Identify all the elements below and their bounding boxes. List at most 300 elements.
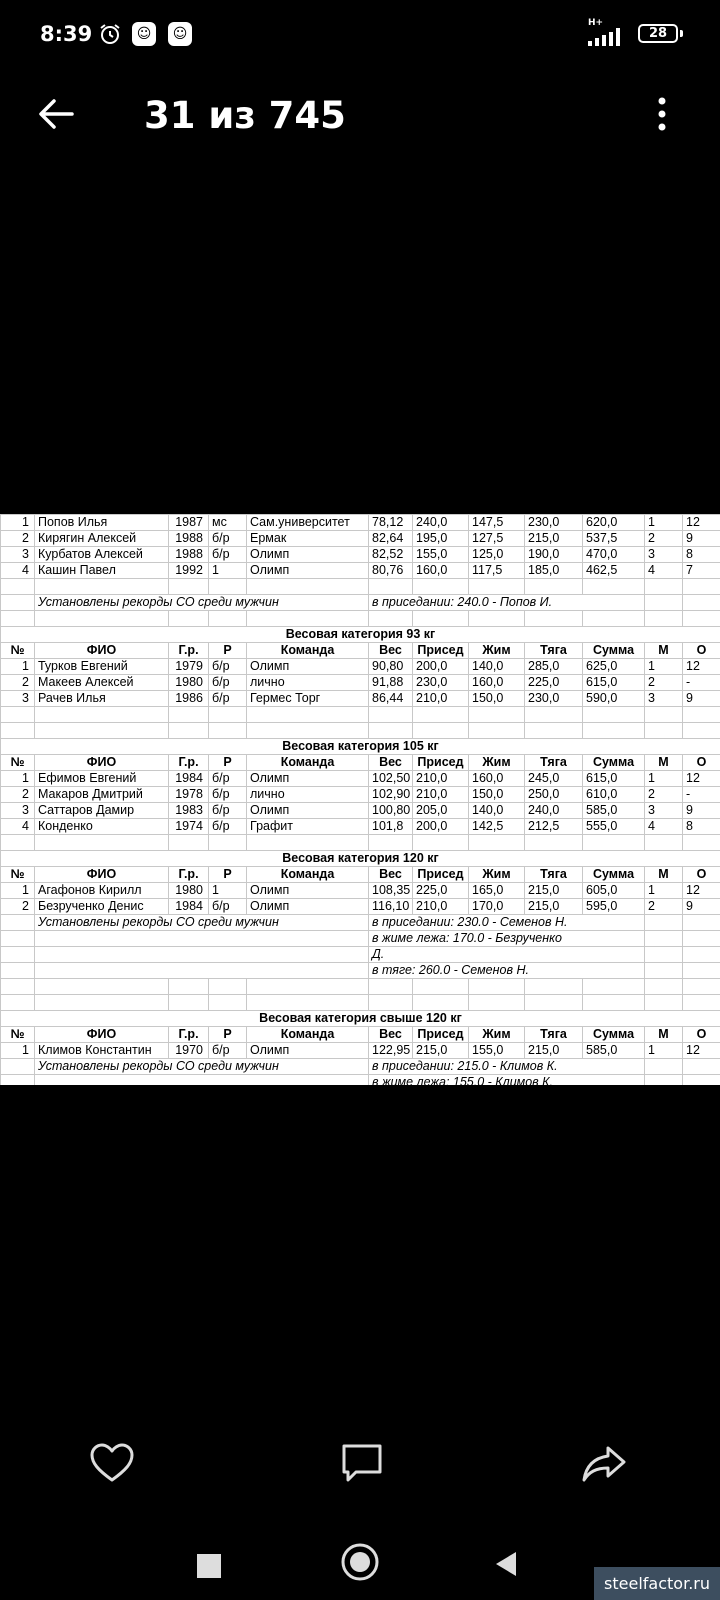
column-header: О — [683, 755, 720, 771]
column-header: Присед — [413, 755, 469, 771]
table-cell — [583, 579, 645, 595]
table-cell — [469, 707, 525, 723]
table-cell: 102,90 — [369, 787, 413, 803]
table-cell — [1, 931, 35, 947]
column-header: Р — [209, 1027, 247, 1043]
table-cell — [369, 835, 413, 851]
athlete-row — [1, 803, 720, 819]
battery-tip — [680, 30, 683, 37]
table-cell — [583, 835, 645, 851]
table-cell — [645, 963, 683, 979]
table-cell: 1978 — [169, 787, 209, 803]
table-cell: Курбатов Алексей — [35, 547, 169, 563]
table-cell: Макаров Дмитрий — [35, 787, 169, 803]
column-header: ФИО — [35, 1027, 169, 1043]
table-cell: 127,5 — [469, 531, 525, 547]
column-header: Г.р. — [169, 867, 209, 883]
header-row — [1, 643, 720, 659]
table-cell — [683, 963, 720, 979]
record-note-label — [35, 947, 369, 963]
table-cell: 3 — [1, 803, 35, 819]
table-cell — [683, 579, 720, 595]
table-cell: 9 — [683, 691, 720, 707]
table-cell — [583, 707, 645, 723]
table-cell: 9 — [683, 531, 720, 547]
table-cell: б/р — [209, 771, 247, 787]
table-cell: 537,5 — [583, 531, 645, 547]
share-icon[interactable] — [580, 1440, 628, 1488]
table-cell — [525, 979, 583, 995]
table-cell: 625,0 — [583, 659, 645, 675]
watermark: steelfactor.ru — [594, 1567, 720, 1600]
record-note-value: в приседании: 240.0 - Попов И. — [369, 595, 645, 611]
table-cell — [525, 579, 583, 595]
column-header: Команда — [247, 867, 369, 883]
table-cell — [525, 995, 583, 1011]
table-cell — [645, 707, 683, 723]
more-options-icon[interactable] — [652, 94, 672, 134]
table-cell: Ефимов Евгений — [35, 771, 169, 787]
document-image[interactable] — [0, 514, 720, 1085]
table-cell: 142,5 — [469, 819, 525, 835]
empty-row — [1, 979, 720, 995]
table-cell — [1, 963, 35, 979]
recents-square-icon[interactable] — [197, 1554, 221, 1578]
table-cell: 155,0 — [413, 547, 469, 563]
column-header: Присед — [413, 867, 469, 883]
table-cell: 250,0 — [525, 787, 583, 803]
weight-category-row — [1, 851, 720, 867]
table-cell: 3 — [1, 691, 35, 707]
results-table — [0, 514, 720, 1085]
table-cell: 1 — [1, 883, 35, 899]
table-cell: 147,5 — [469, 515, 525, 531]
record-note-row — [1, 915, 720, 931]
column-header: Команда — [247, 643, 369, 659]
table-cell: б/р — [209, 787, 247, 803]
table-cell — [645, 1075, 683, 1086]
table-cell: 1980 — [169, 883, 209, 899]
column-header: Команда — [247, 755, 369, 771]
table-cell: 225,0 — [413, 883, 469, 899]
column-header: Вес — [369, 755, 413, 771]
table-cell — [645, 979, 683, 995]
table-cell — [645, 595, 683, 611]
table-cell: 210,0 — [413, 771, 469, 787]
table-cell: 605,0 — [583, 883, 645, 899]
column-header: Сумма — [583, 867, 645, 883]
table-cell: 3 — [645, 803, 683, 819]
table-cell: 1 — [645, 1043, 683, 1059]
table-cell — [683, 611, 720, 627]
table-cell: 1983 — [169, 803, 209, 819]
header-row — [1, 755, 720, 771]
table-cell: 2 — [645, 675, 683, 691]
table-cell: 1 — [1, 659, 35, 675]
table-cell: 102,50 — [369, 771, 413, 787]
table-cell — [645, 611, 683, 627]
table-cell — [525, 611, 583, 627]
table-cell — [469, 995, 525, 1011]
table-cell: 1 — [645, 883, 683, 899]
empty-row — [1, 835, 720, 851]
record-note-value: в жиме лежа: 155.0 - Климов К. — [369, 1075, 645, 1086]
table-cell: 1992 — [169, 563, 209, 579]
table-cell: б/р — [209, 659, 247, 675]
column-header: Тяга — [525, 643, 583, 659]
table-cell: 1974 — [169, 819, 209, 835]
table-cell — [1, 723, 35, 739]
table-cell — [369, 979, 413, 995]
table-cell — [683, 931, 720, 947]
table-cell — [1, 979, 35, 995]
table-cell — [209, 611, 247, 627]
table-cell: 3 — [645, 547, 683, 563]
column-header: № — [1, 1027, 35, 1043]
table-cell: 190,0 — [525, 547, 583, 563]
column-header: № — [1, 643, 35, 659]
table-cell: б/р — [209, 531, 247, 547]
column-header: М — [645, 755, 683, 771]
table-cell — [1, 611, 35, 627]
table-cell: 230,0 — [525, 691, 583, 707]
table-cell: 200,0 — [413, 819, 469, 835]
table-cell: б/р — [209, 547, 247, 563]
record-note-value: в приседании: 215.0 - Климов К. — [369, 1059, 645, 1075]
athlete-row — [1, 515, 720, 531]
header-row — [1, 1027, 720, 1043]
athlete-row — [1, 1043, 720, 1059]
table-cell — [1, 579, 35, 595]
table-cell — [683, 595, 720, 611]
table-cell — [469, 579, 525, 595]
table-cell: 150,0 — [469, 691, 525, 707]
table-cell: 2 — [1, 787, 35, 803]
home-circle-icon[interactable] — [340, 1542, 380, 1582]
like-heart-icon[interactable] — [88, 1440, 136, 1488]
table-cell: 100,80 — [369, 803, 413, 819]
table-cell: 1 — [209, 563, 247, 579]
back-arrow-icon[interactable] — [36, 94, 76, 134]
table-cell — [683, 979, 720, 995]
table-cell: 12 — [683, 1043, 720, 1059]
table-cell: лично — [247, 675, 369, 691]
table-cell: 215,0 — [525, 531, 583, 547]
table-cell: 4 — [1, 819, 35, 835]
table-cell: Олимп — [247, 563, 369, 579]
table-cell: 1 — [645, 771, 683, 787]
table-cell: 1984 — [169, 771, 209, 787]
column-header: Вес — [369, 643, 413, 659]
table-cell — [583, 995, 645, 1011]
table-cell: 1 — [1, 1043, 35, 1059]
table-cell — [169, 579, 209, 595]
column-header: Р — [209, 755, 247, 771]
table-cell — [247, 979, 369, 995]
table-cell — [35, 579, 169, 595]
table-cell: 108,35 — [369, 883, 413, 899]
column-header: О — [683, 867, 720, 883]
table-cell — [525, 707, 583, 723]
record-note-row — [1, 931, 720, 947]
table-cell: 8 — [683, 819, 720, 835]
table-cell: мс — [209, 515, 247, 531]
weight-category-title: Весовая категория 120 кг — [1, 851, 720, 867]
empty-row — [1, 707, 720, 723]
record-note-row — [1, 947, 720, 963]
alarm-icon — [98, 22, 122, 46]
table-cell — [247, 707, 369, 723]
record-note-row — [1, 1059, 720, 1075]
comment-icon[interactable] — [338, 1440, 386, 1488]
table-cell — [1, 947, 35, 963]
table-cell: 82,64 — [369, 531, 413, 547]
table-cell: 3 — [645, 691, 683, 707]
table-cell: 2 — [1, 531, 35, 547]
network-type: H+ — [588, 18, 604, 28]
table-cell — [247, 579, 369, 595]
table-cell: Саттаров Дамир — [35, 803, 169, 819]
table-cell: 12 — [683, 883, 720, 899]
table-cell — [369, 723, 413, 739]
table-cell: Олимп — [247, 1043, 369, 1059]
column-header: Г.р. — [169, 755, 209, 771]
athlete-row — [1, 883, 720, 899]
table-cell: 116,10 — [369, 899, 413, 915]
table-cell: Рачев Илья — [35, 691, 169, 707]
table-cell: 615,0 — [583, 675, 645, 691]
table-cell — [683, 707, 720, 723]
record-note-value: в жиме лежа: 170.0 - Безрученко — [369, 931, 645, 947]
column-header: Г.р. — [169, 643, 209, 659]
table-cell — [683, 915, 720, 931]
weight-category-title: Весовая категория свыше 120 кг — [1, 1011, 720, 1027]
table-cell — [1, 995, 35, 1011]
table-cell: Олимп — [247, 899, 369, 915]
record-note-row — [1, 963, 720, 979]
athlete-row — [1, 531, 720, 547]
table-cell: 2 — [645, 787, 683, 803]
table-cell — [469, 611, 525, 627]
table-cell: 1 — [1, 515, 35, 531]
column-header: Тяга — [525, 755, 583, 771]
table-cell — [169, 835, 209, 851]
record-note-value: в приседании: 230.0 - Семенов Н. — [369, 915, 645, 931]
table-cell — [1, 1059, 35, 1075]
table-cell — [413, 835, 469, 851]
table-cell — [413, 707, 469, 723]
table-cell: 225,0 — [525, 675, 583, 691]
table-cell: б/р — [209, 675, 247, 691]
table-cell: 245,0 — [525, 771, 583, 787]
table-cell — [583, 611, 645, 627]
table-cell: 1986 — [169, 691, 209, 707]
status-time: 8:39 — [40, 22, 93, 46]
table-cell — [35, 611, 169, 627]
table-cell — [209, 835, 247, 851]
athlete-row — [1, 659, 720, 675]
athlete-row — [1, 563, 720, 579]
table-cell — [645, 1059, 683, 1075]
table-cell: 1 — [1, 771, 35, 787]
table-cell: 230,0 — [525, 515, 583, 531]
column-header: М — [645, 867, 683, 883]
table-cell — [169, 723, 209, 739]
record-note-value: в тяге: 260.0 - Семенов Н. — [369, 963, 645, 979]
table-cell — [645, 835, 683, 851]
weight-category-title: Весовая категория 105 кг — [1, 739, 720, 755]
table-cell: 595,0 — [583, 899, 645, 915]
table-cell: 215,0 — [525, 1043, 583, 1059]
table-cell — [469, 835, 525, 851]
athlete-row — [1, 787, 720, 803]
table-cell: Агафонов Кирилл — [35, 883, 169, 899]
table-cell — [413, 579, 469, 595]
weight-category-title: Весовая категория 93 кг — [1, 627, 720, 643]
table-cell: 78,12 — [369, 515, 413, 531]
table-cell: 585,0 — [583, 1043, 645, 1059]
action-bar — [0, 1420, 720, 1500]
table-cell: 2 — [1, 899, 35, 915]
table-cell — [469, 723, 525, 739]
table-cell: 91,88 — [369, 675, 413, 691]
table-cell — [413, 611, 469, 627]
table-cell — [169, 707, 209, 723]
table-cell: 80,76 — [369, 563, 413, 579]
column-header: М — [645, 643, 683, 659]
battery-level: 28 — [648, 26, 668, 41]
record-note-label: Установлены рекорды СО среди мужчин — [35, 915, 369, 931]
table-cell: 1 — [645, 659, 683, 675]
record-note-label — [35, 963, 369, 979]
athlete-row — [1, 771, 720, 787]
table-cell — [645, 723, 683, 739]
table-cell: 3 — [1, 547, 35, 563]
empty-row — [1, 611, 720, 627]
table-cell: 470,0 — [583, 547, 645, 563]
table-cell: лично — [247, 787, 369, 803]
image-counter-title: 31 из 745 — [144, 94, 346, 137]
table-cell: 205,0 — [413, 803, 469, 819]
table-cell — [169, 995, 209, 1011]
table-cell — [209, 707, 247, 723]
table-cell: 1984 — [169, 899, 209, 915]
record-note-row — [1, 1075, 720, 1086]
table-cell: 160,0 — [469, 771, 525, 787]
table-cell: Олимп — [247, 547, 369, 563]
table-cell: 2 — [645, 899, 683, 915]
column-header: Сумма — [583, 755, 645, 771]
table-cell — [369, 707, 413, 723]
table-cell: 12 — [683, 515, 720, 531]
column-header: Команда — [247, 1027, 369, 1043]
table-cell — [209, 995, 247, 1011]
table-cell: - — [683, 675, 720, 691]
table-cell: 585,0 — [583, 803, 645, 819]
table-cell: 2 — [645, 531, 683, 547]
weight-category-row — [1, 1011, 720, 1027]
table-cell — [683, 723, 720, 739]
table-cell: 462,5 — [583, 563, 645, 579]
table-cell: - — [683, 787, 720, 803]
table-cell — [583, 723, 645, 739]
table-cell — [35, 979, 169, 995]
table-cell — [683, 947, 720, 963]
table-cell: 90,80 — [369, 659, 413, 675]
column-header: Жим — [469, 867, 525, 883]
signal-icon — [588, 28, 624, 46]
table-cell — [35, 835, 169, 851]
column-header: Жим — [469, 1027, 525, 1043]
table-cell: 210,0 — [413, 787, 469, 803]
athlete-row — [1, 675, 720, 691]
table-cell: 117,5 — [469, 563, 525, 579]
empty-row — [1, 579, 720, 595]
table-cell: 240,0 — [413, 515, 469, 531]
table-cell: 210,0 — [413, 899, 469, 915]
table-cell: 1988 — [169, 531, 209, 547]
column-header: О — [683, 1027, 720, 1043]
column-header: Жим — [469, 755, 525, 771]
table-cell: 2 — [1, 675, 35, 691]
table-cell: 230,0 — [413, 675, 469, 691]
table-cell — [683, 995, 720, 1011]
viewer-toolbar — [0, 80, 720, 150]
table-cell: 12 — [683, 659, 720, 675]
record-note-label — [35, 1075, 369, 1086]
column-header: Вес — [369, 1027, 413, 1043]
column-header: Г.р. — [169, 1027, 209, 1043]
table-cell — [169, 979, 209, 995]
table-cell — [469, 979, 525, 995]
app-notification-icon: ☺ — [168, 22, 192, 46]
table-cell: 150,0 — [469, 787, 525, 803]
table-cell: 4 — [1, 563, 35, 579]
table-cell: 195,0 — [413, 531, 469, 547]
table-cell: Конденко — [35, 819, 169, 835]
back-triangle-icon[interactable] — [494, 1550, 518, 1578]
table-cell: Олимп — [247, 659, 369, 675]
table-cell: 1988 — [169, 547, 209, 563]
record-note-label: Установлены рекорды СО среди мужчин — [35, 595, 369, 611]
empty-row — [1, 723, 720, 739]
table-cell: 160,0 — [413, 563, 469, 579]
table-cell: Кашин Павел — [35, 563, 169, 579]
table-cell: 125,0 — [469, 547, 525, 563]
table-cell — [35, 723, 169, 739]
weight-category-row — [1, 739, 720, 755]
status-bar — [0, 0, 720, 70]
table-cell: 212,5 — [525, 819, 583, 835]
table-cell: 185,0 — [525, 563, 583, 579]
table-cell: 215,0 — [413, 1043, 469, 1059]
record-note-row — [1, 595, 720, 611]
table-cell: 140,0 — [469, 803, 525, 819]
table-cell: Графит — [247, 819, 369, 835]
table-cell — [1, 1075, 35, 1086]
record-note-value: Д. — [369, 947, 645, 963]
athlete-row — [1, 819, 720, 835]
table-cell: 82,52 — [369, 547, 413, 563]
table-cell: Турков Евгений — [35, 659, 169, 675]
table-cell: 215,0 — [525, 883, 583, 899]
column-header: О — [683, 643, 720, 659]
table-cell — [525, 723, 583, 739]
table-cell: 170,0 — [469, 899, 525, 915]
table-cell — [369, 611, 413, 627]
column-header: Сумма — [583, 643, 645, 659]
table-cell — [525, 835, 583, 851]
